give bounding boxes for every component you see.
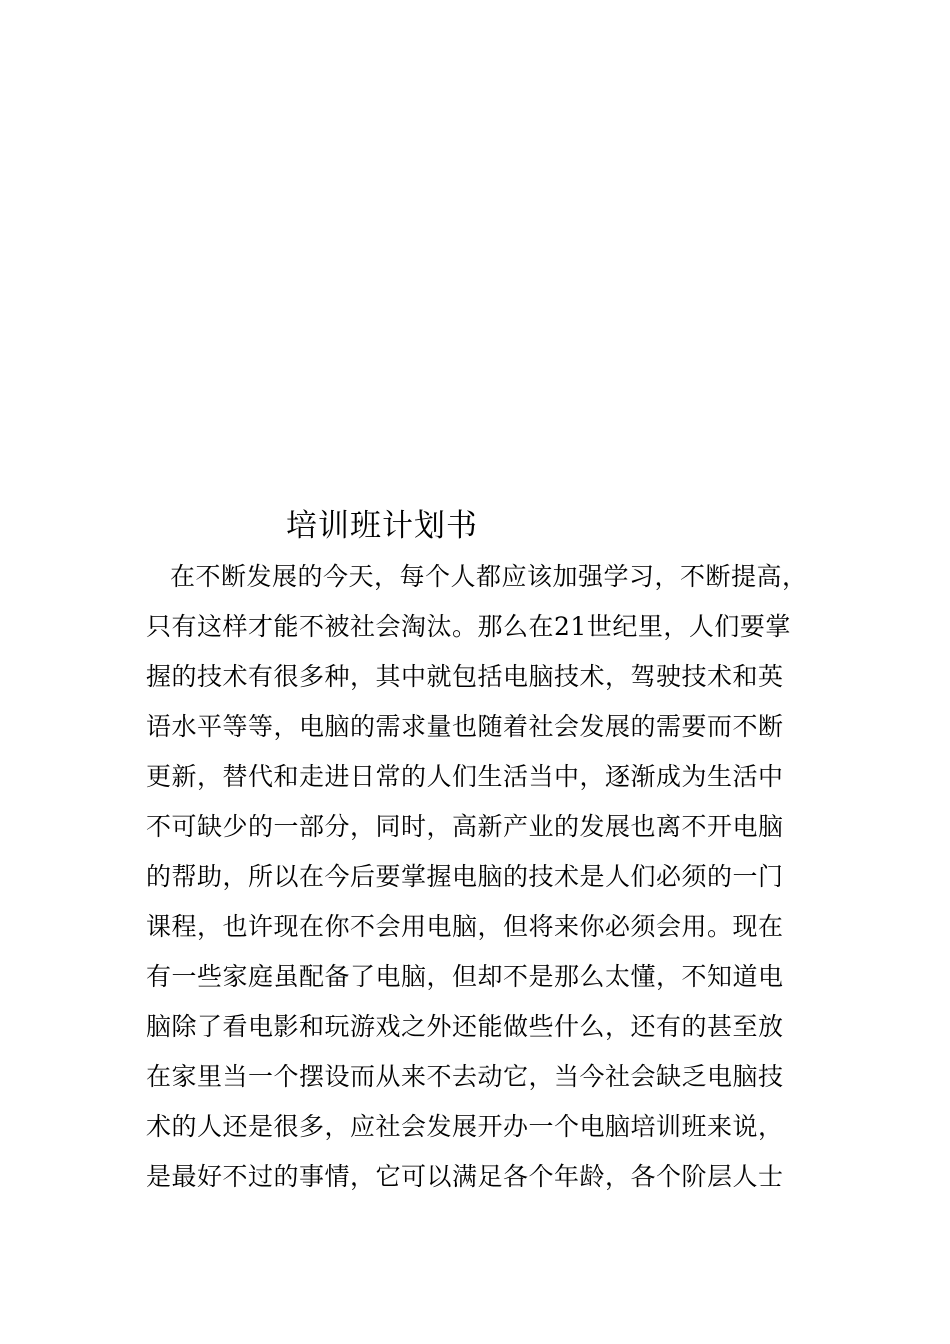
paragraph-line: 有一些家庭虽配备了电脑，但却不是那么太懂，不知道电	[146, 962, 784, 991]
paragraph-line: 语水平等等，电脑的需求量也随着社会发展的需要而不断	[146, 712, 784, 741]
paragraph-line: 不可缺少的一部分，同时，高新产业的发展也离不开电脑	[146, 812, 784, 841]
paragraph-line: 课程，也许现在你不会用电脑，但将来你必须会用。现在	[146, 912, 784, 941]
paragraph-line: 是最好不过的事情，它可以满足各个年龄，各个阶层人士	[146, 1162, 784, 1191]
paragraph-line: 在不断发展的今天，每个人都应该加强学习，不断提高，	[170, 562, 808, 591]
paragraph-line: 只有这样才能不被社会淘汰。那么在21世纪里，人们要掌	[146, 612, 791, 641]
document-title: 培训班计划书	[286, 508, 478, 544]
paragraph-line: 术的人还是很多，应社会发展开办一个电脑培训班来说，	[146, 1112, 784, 1141]
document-body	[146, 552, 846, 1202]
paragraph-line: 在家里当一个摆设而从来不去动它，当今社会缺乏电脑技	[146, 1062, 784, 1091]
paragraph-line: 的帮助，所以在今后要掌握电脑的技术是人们必须的一门	[146, 862, 784, 891]
paragraph-line: 更新，替代和走进日常的人们生活当中，逐渐成为生活中	[146, 762, 784, 791]
paragraph-line: 脑除了看电影和玩游戏之外还能做些什么，还有的甚至放	[146, 1012, 784, 1041]
paragraph-line: 握的技术有很多种，其中就包括电脑技术，驾驶技术和英	[146, 662, 784, 691]
